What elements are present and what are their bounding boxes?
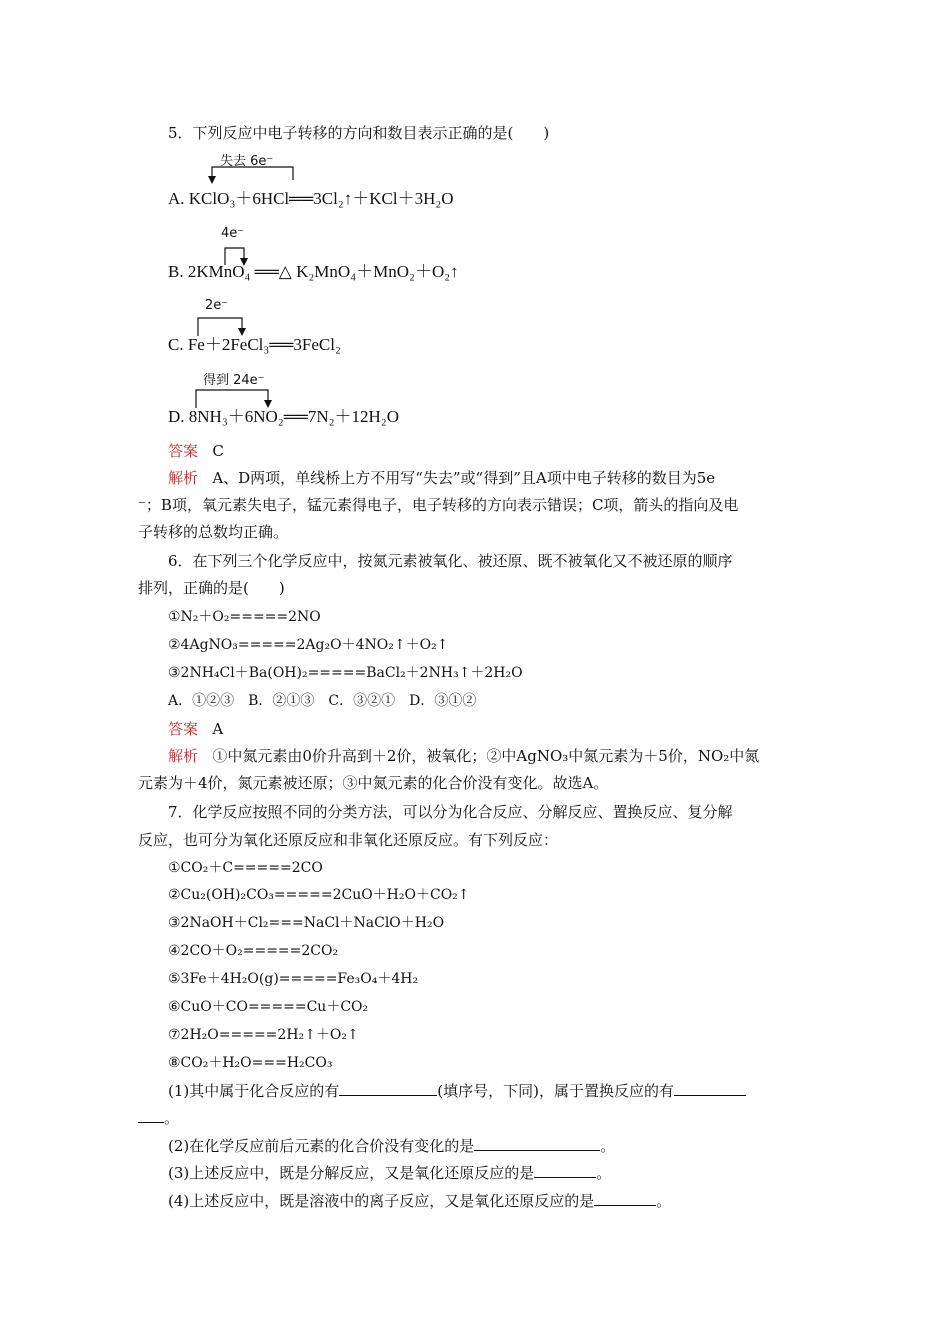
q7-stem-line-1: 7．化学反应按照不同的分类方法，可以分为化合反应、分解反应、置换反应、复分解 [168,803,733,821]
q5-analysis-line-2: ⁻；B项，氧元素失电子，锰元素得电子，电子转移的方向表示错误；C项，箭头的指向及电 [138,496,739,514]
period: 。 [656,1192,672,1210]
sub-question-text: (填序号，下同)，属于置换反应的有 [437,1082,674,1100]
answer-blank[interactable] [339,1081,437,1096]
answer-value: A [212,720,224,738]
q7-sub-4 [168,1190,671,1212]
option-b-equation: B. 2KMnO₄ ══△ K₂MnO₄＋MnO₂＋O₂↑ [168,262,459,281]
q6-stem-line-2: 排列，正确的是( ) [138,579,285,597]
q6-options: A．①②③ B．②①③ C．③②① D．③①② [168,693,477,709]
q6-reaction-2: ②4AgNO₃=====2Ag₂O＋4NO₂↑＋O₂↑ [168,637,449,653]
q7-sub-1 [168,1080,746,1102]
answer-blank[interactable] [474,1136,600,1151]
sub-question-text: (2)在化学反应前后元素的化合价没有变化的是 [168,1137,475,1155]
q6-analysis-line-1 [168,745,759,767]
bridge-label-a: 失去 6e⁻ [220,154,274,169]
q5-stem: 5．下列反应中电子转移的方向和数目表示正确的是( ) [168,124,550,142]
answer-blank[interactable] [674,1081,746,1096]
q7-sub-3 [168,1162,611,1184]
q5-answer-line [168,440,224,462]
q6-reaction-1: ①N₂＋O₂=====2NO [168,609,321,625]
q7-stem-line-2: 反应，也可分为氧化还原反应和非氧化还原反应。有下列反应： [138,831,559,849]
sub-question-text: (1)其中属于化合反应的有 [168,1082,340,1100]
bridge-label-d: 得到 24e⁻ [203,373,265,388]
analysis-tag: 解析 [168,747,199,765]
answer-value: C [212,442,224,460]
q6-answer-line [168,718,223,740]
answer-blank[interactable] [594,1191,656,1206]
q7-reaction: ⑤3Fe＋4H₂O(g)=====Fe₃O₄＋4H₂ [168,971,419,987]
q7-reaction: ②Cu₂(OH)₂CO₃=====2CuO＋H₂O＋CO₂↑ [168,887,470,903]
analysis-text: A、D两项，单线桥上方不用写“失去”或“得到”且A项中电子转移的数目为5e [212,469,716,487]
q5-analysis-line-3: 子转移的总数均正确。 [138,523,289,541]
answer-tag: 答案 [168,442,199,460]
q7-reaction: ⑦2H₂O=====2H₂↑＋O₂↑ [168,1027,359,1043]
q7-sub-1-cont [138,1107,179,1129]
period: 。 [600,1137,616,1155]
q7-sub-2 [168,1135,615,1157]
q7-reaction: ⑥CuO＋CO=====Cu＋CO₂ [168,999,369,1015]
option-a-equation: A. KClO₃＋6HCl══3Cl₂↑＋KCl＋3H₂O [168,189,454,208]
q6-analysis-line-2: 元素为＋4价，氮元素被还原；③中氮元素的化合价没有变化。故选A。 [138,774,609,792]
q7-reaction: ③2NaOH＋Cl₂===NaCl＋NaClO＋H₂O [168,915,445,931]
analysis-text: ①中氮元素由0价升高到＋2价，被氧化；②中AgNO₃中氮元素为＋5价，NO₂中氮 [212,747,760,765]
q5-analysis-line-1 [168,467,715,489]
option-c-equation: C. Fe＋2FeCl₃══3FeCl₂ [168,335,341,354]
q7-reaction: ⑧CO₂＋H₂O===H₂CO₃ [168,1055,333,1071]
q6-stem-line-1: 6．在下列三个化学反应中，按氮元素被氧化、被还原、既不被氧化又不被还原的顺序 [168,552,733,570]
period: 。 [164,1109,180,1127]
sub-question-text: (4)上述反应中，既是溶液中的离子反应，又是氧化还原反应的是 [168,1192,595,1210]
q6-reaction-3: ③2NH₄Cl＋Ba(OH)₂=====BaCl₂＋2NH₃↑＋2H₂O [168,665,523,681]
arrow-head-icon [208,176,216,184]
q7-reaction: ①CO₂＋C=====2CO [168,860,323,876]
answer-blank[interactable] [534,1163,596,1178]
answer-blank[interactable] [138,1108,164,1123]
bridge-label-c: 2e⁻ [205,298,229,313]
answer-tag: 答案 [168,720,199,738]
analysis-tag: 解析 [168,469,199,487]
bridge-label-b: 4e⁻ [221,226,245,241]
period: 。 [596,1164,612,1182]
option-d-equation: D. 8NH₃＋6NO₂══7N₂＋12H₂O [168,407,400,426]
sub-question-text: (3)上述反应中，既是分解反应，又是氧化还原反应的是 [168,1164,535,1182]
q7-reaction: ④2CO＋O₂=====2CO₂ [168,943,339,959]
